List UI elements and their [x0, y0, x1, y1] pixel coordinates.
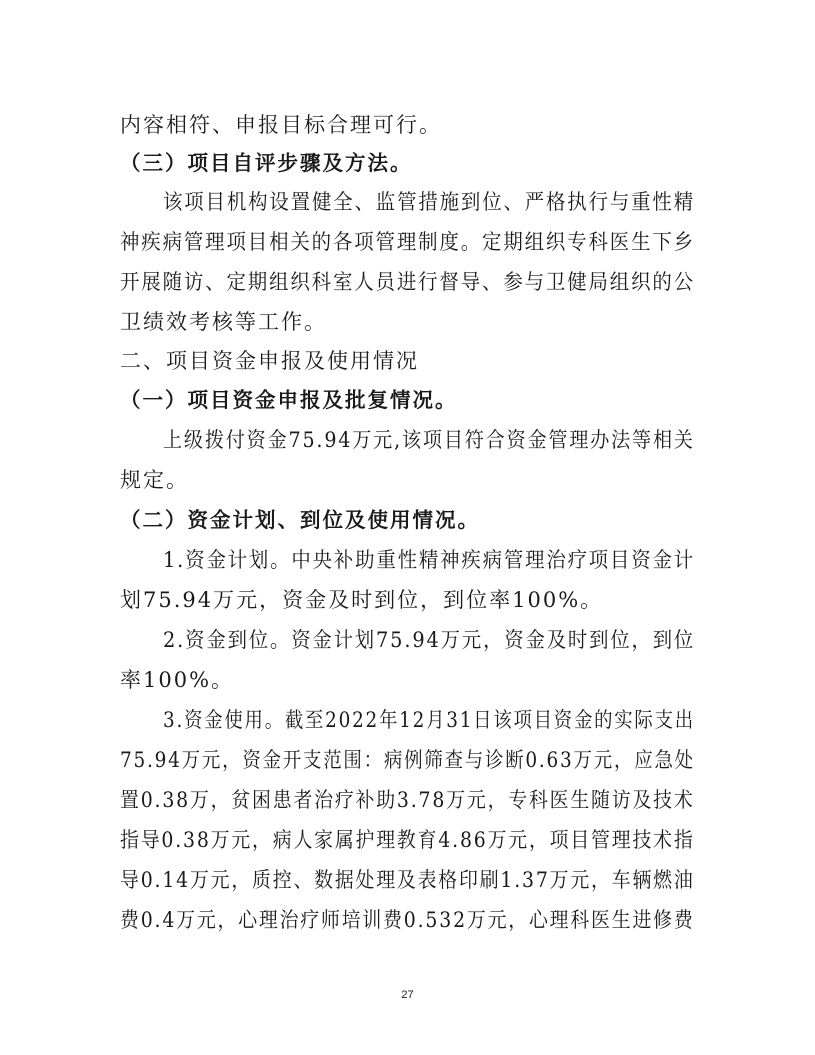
chapter-heading: 二、项目资金申报及使用情况	[120, 349, 419, 373]
paragraph-line: 率100%。	[120, 668, 235, 692]
paragraph-line: 规定。	[120, 468, 189, 492]
paragraph-line: 神疾病管理项目相关的各项管理制度。定期组织专科医生下乡	[120, 230, 695, 254]
paragraph-line: 开展随访、定期组织科室人员进行督导、参与卫健局组织的公	[120, 270, 695, 294]
section-heading: （三）项目自评步骤及方法。	[120, 151, 413, 175]
paragraph-line: 2.资金到位。资金计划75.94万元，资金及时到位，到位	[163, 628, 696, 652]
page-number: 27	[401, 989, 414, 1001]
paragraph-line: 置0.38万，贫困患者治疗补助3.78万元，专科医生随访及技术	[120, 788, 695, 812]
paragraph-line: 内容相符、申报目标合理可行。	[120, 113, 442, 137]
paragraph-line: 1.资金计划。中央补助重性精神疾病管理治疗项目资金计	[163, 548, 696, 572]
paragraph-line: 卫绩效考核等工作。	[120, 310, 327, 334]
paragraph-line: 划75.94万元，资金及时到位，到位率100%。	[120, 588, 604, 612]
paragraph-line: 75.94万元，资金开支范围：病例筛查与诊断0.63万元，应急处	[120, 748, 695, 772]
paragraph-line: 导0.14万元，质控、数据处理及表格印刷1.37万元，车辆燃油	[120, 868, 695, 892]
section-heading: （一）项目资金申报及批复情况。	[120, 388, 458, 412]
paragraph-line: 指导0.38万元，病人家属护理教育4.86万元，项目管理技术指	[120, 828, 695, 852]
paragraph-line: 上级拨付资金75.94万元,该项目符合资金管理办法等相关	[163, 428, 695, 452]
section-heading: （二）资金计划、到位及使用情况。	[120, 508, 480, 532]
paragraph-line: 费0.4万元，心理治疗师培训费0.532万元，心理科医生进修费	[120, 908, 695, 932]
paragraph-line: 该项目机构设置健全、监管措施到位、严格执行与重性精	[163, 190, 695, 214]
paragraph-line: 3.资金使用。截至2022年12月31日该项目资金的实际支出	[163, 708, 695, 732]
